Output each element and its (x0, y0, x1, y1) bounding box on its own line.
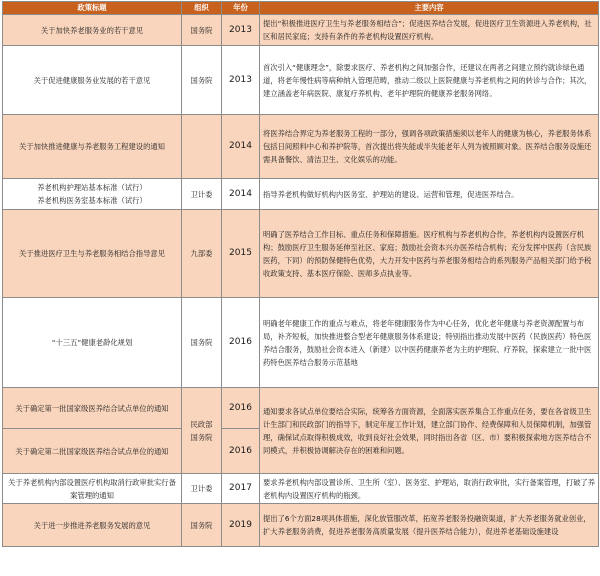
policy-title: 关于加快推进健康与养老服务工程建设的通知 (3, 115, 182, 179)
policy-title: 关于加快养老服务业的若干意见 (3, 15, 182, 46)
table-row (3, 298, 599, 388)
policy-title: 关于养老机构内部设置医疗机构取消行政审批实行备案管理的通知 (3, 474, 182, 504)
policy-org: 国务院 (182, 298, 222, 388)
policy-org: 卫计委 (182, 179, 222, 210)
policy-year: 2017 (222, 474, 260, 504)
policy-content: 提出了6个方面28项具体措施，深化放管服改革，拓宽养老服务投融资渠道，扩大养老服务就业创业，扩大养老服务消费，促进养老服务高质量发展（提升医养结合能力），促进养老基础设施建设 (260, 504, 599, 547)
policy-content: 首次引入“健康理念”，除要求医疗、养老机构之间加强合作，还建议在两者之间建立预约就诊绿色通道，将老年慢性病等病种纳入管理范畴，推动二级以上医院健康与养老机构之间的转诊与合作；其次，建立涵盖老年病医院、康复疗养机构、老年护理院的健康养老服务网络。 (260, 46, 599, 115)
policy-title: 关于进一步推进养老服务发展的意见 (3, 504, 182, 547)
header-content: 主要内容 (260, 2, 599, 15)
policy-year: 2016 (222, 429, 260, 474)
policy-content: 指导养老机构做好机构内医务室、护理站的建设、运营和管理，促进医养结合。 (260, 179, 599, 210)
table-header-row (3, 2, 599, 15)
policy-year: 2014 (222, 115, 260, 179)
policy-org (182, 115, 222, 179)
policy-content: 要求养老机构内部设置诊所、卫生所（室）、医务室、护理站，取消行政审批，实行备案管理，打破了养老机构内设置医疗机构的瓶颈。 (260, 474, 599, 504)
table-row (3, 474, 599, 504)
table-row (3, 115, 599, 179)
policy-title: 养老机构护理站基本标准（试行） 养老机构医务室基本标准（试行） (3, 179, 182, 210)
table-row (3, 15, 599, 46)
policy-title: 关于推进医疗卫生与养老服务相结合指导意见 (3, 210, 182, 298)
table-row (3, 210, 599, 298)
header-org: 组织 (182, 2, 222, 15)
policy-year: 2016 (222, 388, 260, 429)
policy-year: 2013 (222, 15, 260, 46)
policy-year: 2013 (222, 46, 260, 115)
policy-title: “十三五”健康老龄化规划 (3, 298, 182, 388)
policy-org: 国务院 (182, 504, 222, 547)
policy-year: 2019 (222, 504, 260, 547)
policy-content: 提出“积极推进医疗卫生与养老服务相结合”；促进医养结合发展，促进医疗卫生资源进入养老机构，社区和居民家庭；支持有条件的养老机构设置医疗机构。 (260, 15, 599, 46)
policy-title: 关于促进健康服务业发展的若干意见 (3, 46, 182, 115)
header-year: 年份 (222, 2, 260, 15)
policy-year: 2016 (222, 298, 260, 388)
table-row (3, 46, 599, 115)
policy-content: 明确了医养结合工作目标、重点任务和保障措施。医疗机构与养老机构合作，养老机构内设置医疗机构；鼓励医疗卫生服务延伸至社区、家庭；鼓励社会资本兴办医养结合机构；充分发挥中医药（含民族医药，下同）的预防保健特色优势，大力开发中医药与养老服务相结合的系列服务产品相关部门给予税收政策支持、基本医疗保险、医师多点执业等。 (260, 210, 599, 298)
header-title: 政策标题 (3, 2, 182, 15)
policy-content: 将医养结合界定为养老服务工程的一部分，强调各项政策措施须以老年人的健康为核心，养老服务体系包括日间照料中心和养护院等，首次提出将失能或半失能老年人列为被照顾对象。医养结合服务设施还需具备餐饮、清洁卫生、文化娱乐的功能。 (260, 115, 599, 179)
policy-year: 2014 (222, 179, 260, 210)
policy-content: 明确老年健康工作的重点与难点，将老年健康服务作为中心任务，优化老年健康与养老资源配置与布局，补齐短板，加快推进整合型老年健康服务体系建设；特别指出推动发展中医药（民族医药）特色医养结合服务，鼓励社会资本进入（新建）以中医药健康养老为主的护理院、疗养院，探索建立一批中医药特色医养结合服务示范基地 (260, 298, 599, 388)
policy-title: 关于确定第一批国家级医养结合试点单位的通知 (3, 388, 182, 429)
policy-org: 卫计委 (182, 474, 222, 504)
policy-org: 国务院 (182, 15, 222, 46)
table-row (3, 179, 599, 210)
policy-year: 2015 (222, 210, 260, 298)
table-row (3, 504, 599, 547)
policy-content: 通知要求各试点单位要结合实际，统筹各方面资源，全面落实医养集合工作重点任务，要在各省级卫生计生部门和民政部门的指导下，制定年度工作计划，建立部门协作、经费保障和人员保障机制，加强管理，确保试点取得积极成效，收到良好社会效果，同时指出各省（区、市）要积极探索地方医养结合不同模式，并积极协调解决存在的困难和问题。 (260, 388, 599, 474)
policy-table (2, 1, 599, 547)
table-row (3, 388, 599, 429)
policy-org: 国务院 (182, 46, 222, 115)
policy-org: 民政部 国务院 (182, 388, 222, 474)
policy-title: 关于确定第二批国家级医养结合试点单位的通知 (3, 429, 182, 474)
policy-org: 九部委 (182, 210, 222, 298)
